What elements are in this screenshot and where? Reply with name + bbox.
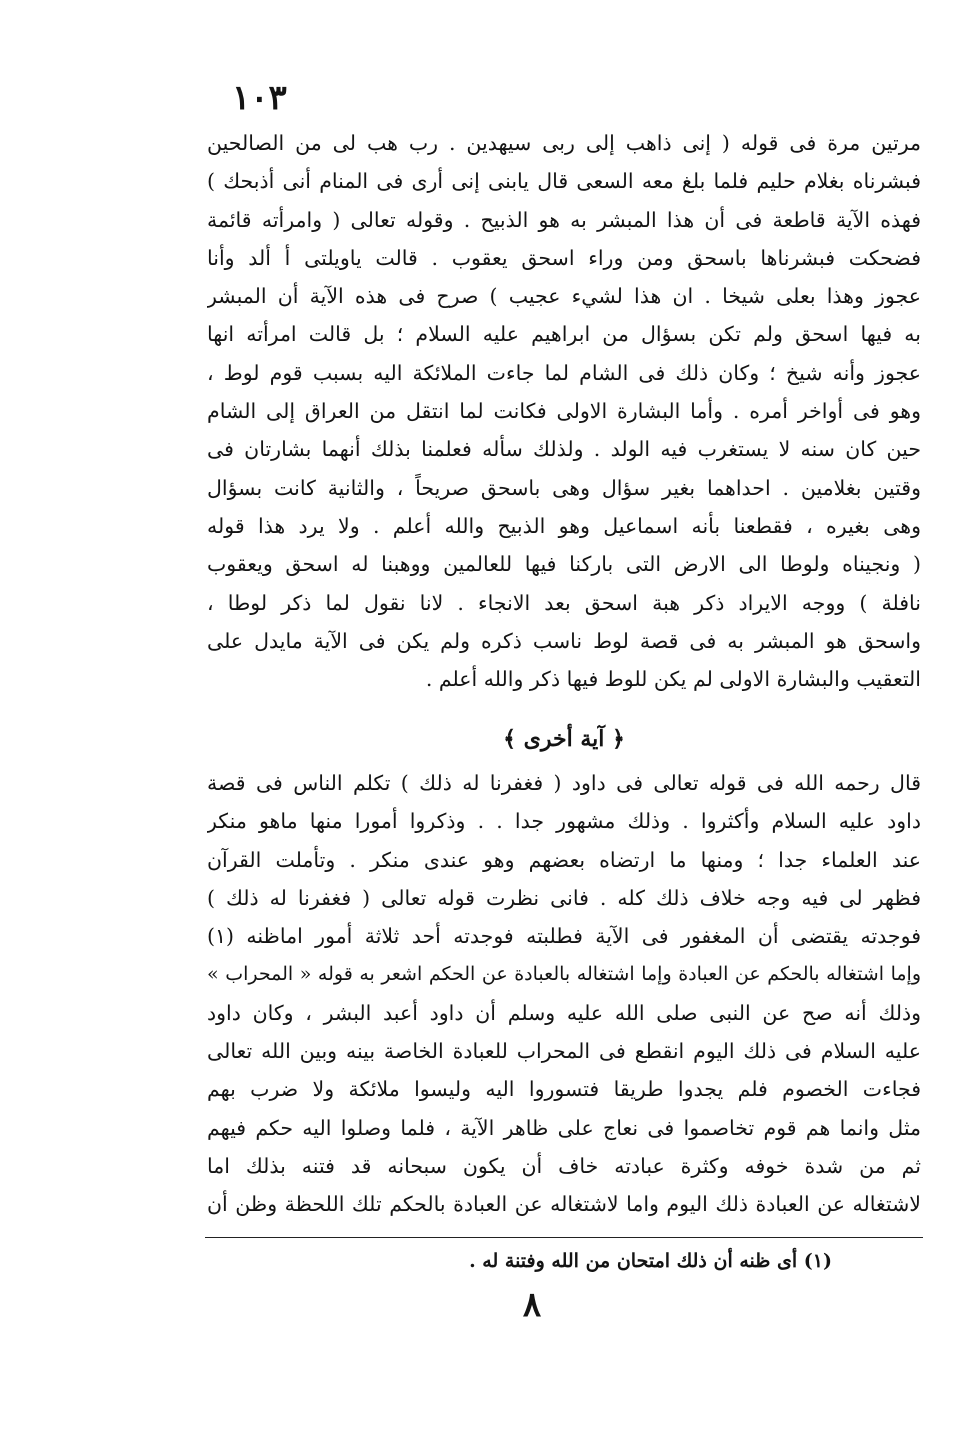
text-line: فوجدته يقتضى أن المغفور فى الآية فطلبته فوجدته أحد ثلاثة أمور اماظنه (١) [207, 924, 921, 949]
text-line: داود عليه السلام وأكثروا . وذلك مشهور جدا . . وذكروا أمورا منها ماهو منكر [207, 809, 921, 834]
page-number: ١٠٣ [232, 78, 287, 118]
text-line: مثل وانما هم قوم تخاصموا فى نعاج على ظاهر الآية ، فلما وصلوا اليه حكم فيهم [207, 1115, 921, 1140]
text-line: به فيها اسحق ولم تكن بسؤال من ابراهيم عليه السلام ؛ بل قالت امرأته انها [207, 322, 921, 347]
text-line: ( ونجيناه ولوطا الى الارض التى باركنا فيها للعالمين ووهبنا له اسحق ويعقوب [207, 552, 921, 577]
text-line: قال رحمه الله فى قوله تعالى فى داود ( فغفرنا له ذلك ) تكلم الناس فى قصة [207, 771, 921, 795]
text-line: فهذه الآية قاطعة فى أن هذا المبشر به هو الذبيح . وقوله تعالى ( وامرأته قائمة [207, 207, 921, 232]
text-line: فظهر لى فيه وجه خلاف ذلك كله . فانى نظرت قوله تعالى ( فغفرنا له ذلك ) [207, 885, 921, 910]
text-line: وقتين بغلامين . احداهما بغير سؤال وهى باسحق صريحاً ، والثانية كانت بسؤال [207, 475, 921, 500]
text-line: مرتين مرة فى قوله ( إنى ذاهب إلى ربى سيهدين . رب هب لى من الصالحين [207, 131, 921, 155]
text-line: فضحكت فبشرناها باسحق ومن وراء اسحق يعقوب . قالت ياويلتى أ ألد وأنا [207, 245, 921, 270]
text-line: وذلك أنه صح عن النبى صلى الله عليه وسلم أن داود أعبد البشر ، وكان داود [207, 1000, 921, 1025]
text-line: عجوز وهذا بعلى شيخا . ان هذا لشيء عجيب ) صرح فى هذه الآية أن المبشر [207, 284, 921, 309]
paragraph-1 [207, 124, 921, 698]
section-heading: ﴿ آية أخرى ﴾ [503, 726, 625, 752]
text-line: فبشرناه بغلام حليم فلما بلغ معه السعى قال يابنى إنى أرى فى المنام أنى أذبحك ) [207, 169, 921, 194]
footnote-divider [205, 1237, 923, 1238]
text-line: واسحق هو المبشر به فى قصة لوط ناسب ذكره ولم يكن فى الآية مايدل على [207, 628, 921, 653]
text-line: عجوز وأنه شيخ ؛ وكان ذلك فى الشام لما جاءت الملائكة اليه بسبب قوم لوط ، [207, 360, 921, 385]
text-line: عليه السلام فى ذلك اليوم انقطع فى المحراب للعبادة الخاصة بينه وبين الله تعالى [207, 1039, 921, 1064]
text-line: التعقيب والبشارة الاولى لم يكن للوط فيها ذكر والله أعلم . [425, 667, 921, 692]
text-line: وإما اشتغاله بالحكم عن العبادة وإما اشتغاله بالعبادة عن الحكم اشعر به قوله « المحراب » [207, 963, 921, 986]
text-line: وهى بغيره ، فقطعنا بأنه اسماعيل وهو الذبيح والله أعلم . ولا يرد هذا قوله [207, 513, 921, 538]
footnote: (١) أى ظنه أن ذلك امتحان من الله وفتنة له . [469, 1250, 832, 1272]
text-line: عند العلماء جدا ؛ ومنها ما ارتضاه بعضهم وهو عندى منكر . وتأملت القرآن [207, 847, 921, 872]
signature-mark: ٨ [522, 1285, 542, 1325]
paragraph-2 [207, 764, 921, 1224]
text-line: حين كان سنه لا يستغرب فيه الولد . ولذلك سأله فعلمنا بذلك أنهما بشارتان فى [207, 437, 921, 462]
text-line: نافلة ) ووجه الايراد ذكر هبة اسحق بعد الانجاء . لانا نقول لما ذكر لوطا ، [207, 590, 921, 615]
text-line: وهو فى أواخر أمره . وأما البشارة الاولى فكانت لما انتقل من العراق إلى الشام [207, 399, 921, 424]
text-line: لاشتغاله عن العبادة ذلك اليوم واما لاشتغاله عن العبادة بالحكم تلك اللحظة وظن أن [207, 1192, 921, 1217]
text-line: ثم من شدة خوفه وكثرة عبادته خاف أن يكون سبحانه قد فتنه بذلك اما [207, 1153, 921, 1178]
text-line: فجاءت الخصوم فلم يجدوا طريقا فتسوروا اليه وليسوا ملائكة ولا ضرب بهم [207, 1077, 921, 1102]
